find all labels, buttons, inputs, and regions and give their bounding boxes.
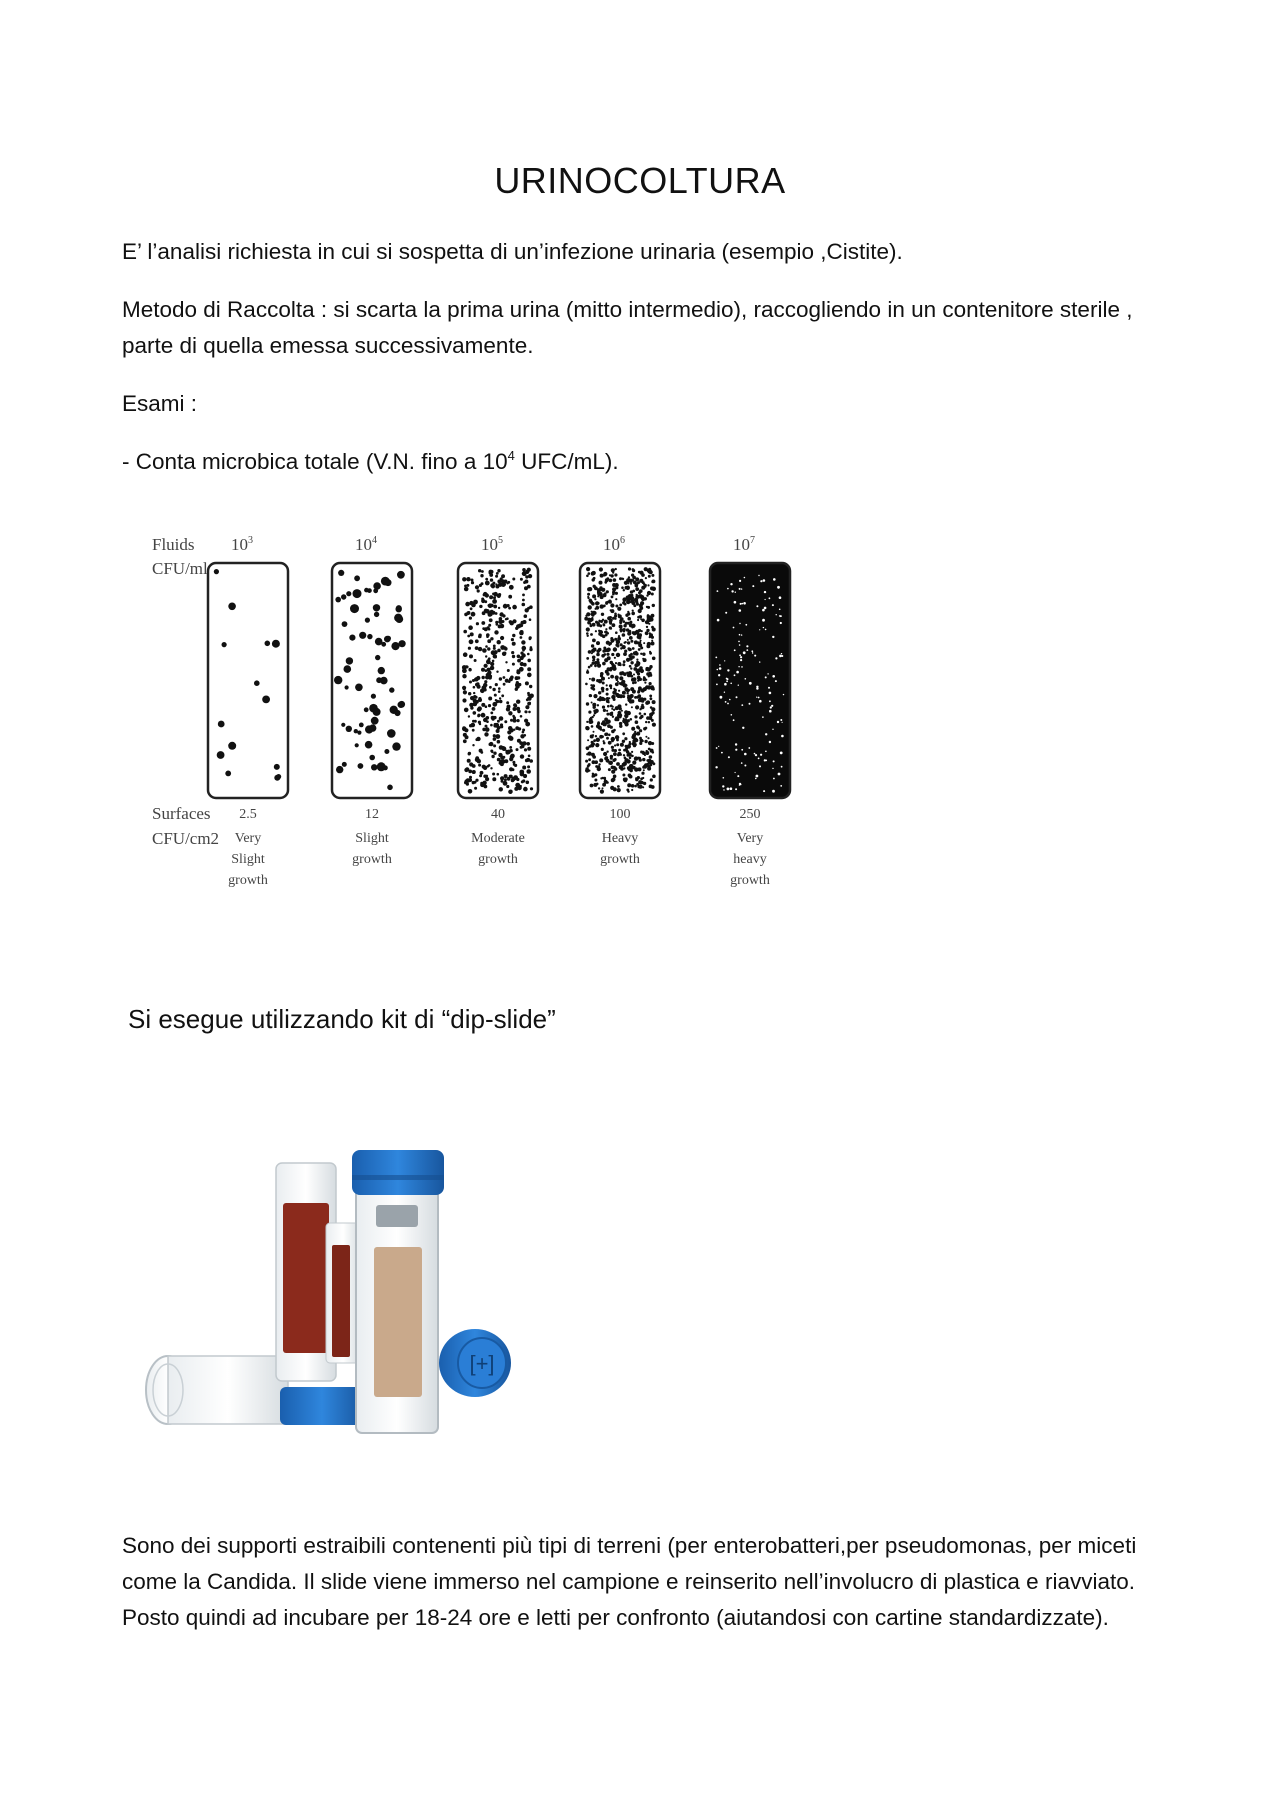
tan-agar-vial bbox=[352, 1150, 444, 1433]
growth-label-2-2: growth bbox=[352, 852, 392, 867]
document-title: URINOCOLTURA bbox=[494, 160, 786, 201]
exam-item-suffix: UFC/mL). bbox=[514, 449, 619, 474]
exam-item-prefix: - Conta microbica totale (V.N. fino a 10 bbox=[122, 449, 508, 474]
blue-cap-side bbox=[439, 1329, 511, 1397]
cfu-comparison-figure bbox=[140, 528, 800, 908]
growth-label-1-3: growth bbox=[228, 873, 268, 888]
surface-cfu-value-5: 250 bbox=[739, 807, 761, 822]
growth-label-3-2: growth bbox=[478, 852, 518, 867]
growth-label-2-1: Slight bbox=[355, 831, 389, 846]
blue-cap-top bbox=[352, 1150, 444, 1195]
growth-label-3-1: Moderate bbox=[471, 831, 525, 846]
surface-cfu-value-1: 2.5 bbox=[239, 807, 257, 822]
red-agar bbox=[283, 1203, 329, 1353]
growth-label-1-2: Slight bbox=[231, 852, 265, 867]
dip-slide-kit-image bbox=[130, 1135, 530, 1450]
surfaces-label: Surfaces bbox=[152, 804, 211, 823]
intro-paragraph: E’ l’analisi richiesta in cui si sospetta di un’infezione urinaria (esempio ,Cistite). bbox=[122, 239, 903, 264]
fluids-label: Fluids bbox=[152, 535, 195, 554]
exam-item-total-count bbox=[122, 444, 1172, 480]
surfaces-unit-label: CFU/cm2 bbox=[152, 829, 220, 848]
growth-label-5-1: Very bbox=[736, 831, 764, 846]
exam-item-exponent: 4 bbox=[507, 448, 515, 463]
dip-slide-5 bbox=[710, 563, 790, 798]
fluid-cfu-label-3: $10^5$ bbox=[481, 535, 503, 554]
slides-group bbox=[208, 535, 790, 888]
dip-slide-1 bbox=[208, 563, 288, 798]
tan-agar bbox=[374, 1247, 422, 1397]
surface-cfu-value-3: 40 bbox=[491, 807, 505, 822]
growth-label-5-2: heavy bbox=[733, 852, 767, 867]
collection-method-paragraph: Metodo di Raccolta : si scarta la prima urina (mitto intermedio), raccogliendo in un contenitore sterile , parte di quella emessa successivamente. bbox=[122, 297, 1133, 358]
dip-slide-heading: Si esegue utilizzando kit di “dip-slide” bbox=[128, 1004, 556, 1034]
blue-cap-horizontal bbox=[280, 1387, 364, 1425]
fluid-cfu-label-4: $10^6$ bbox=[603, 535, 625, 554]
fluid-cfu-label-1: $10^3$ bbox=[231, 535, 253, 554]
growth-label-4-2: growth bbox=[600, 852, 640, 867]
red-agar-slide bbox=[276, 1163, 360, 1381]
fluid-cfu-label-2: $10^4$ bbox=[355, 535, 377, 554]
dip-slide-3 bbox=[458, 563, 538, 798]
fluids-unit-label: CFU/ml bbox=[152, 559, 208, 578]
growth-label-1-1: Very bbox=[234, 831, 262, 846]
surface-cfu-value-4: 100 bbox=[609, 807, 631, 822]
fluid-cfu-label-5: $10^7$ bbox=[733, 535, 755, 554]
surface-cfu-value-2: 12 bbox=[365, 807, 379, 822]
svg-text:[+]: [+] bbox=[469, 1351, 495, 1376]
growth-label-5-3: growth bbox=[730, 873, 770, 888]
growth-label-4-1: Heavy bbox=[601, 831, 639, 846]
exams-label: Esami : bbox=[122, 391, 198, 416]
description-paragraph: Sono dei supporti estraibili contenenti più tipi di terreni (per enterobatteri,per pseudomonas, per miceti come la Candida. Il slide viene immerso nel campione e reinserito nell’involucro di plastica e riavviato. Posto quindi ad incubare per 18-24 ore e letti per confronto (aiutandosi con cartine standardizzate). bbox=[122, 1533, 1137, 1630]
